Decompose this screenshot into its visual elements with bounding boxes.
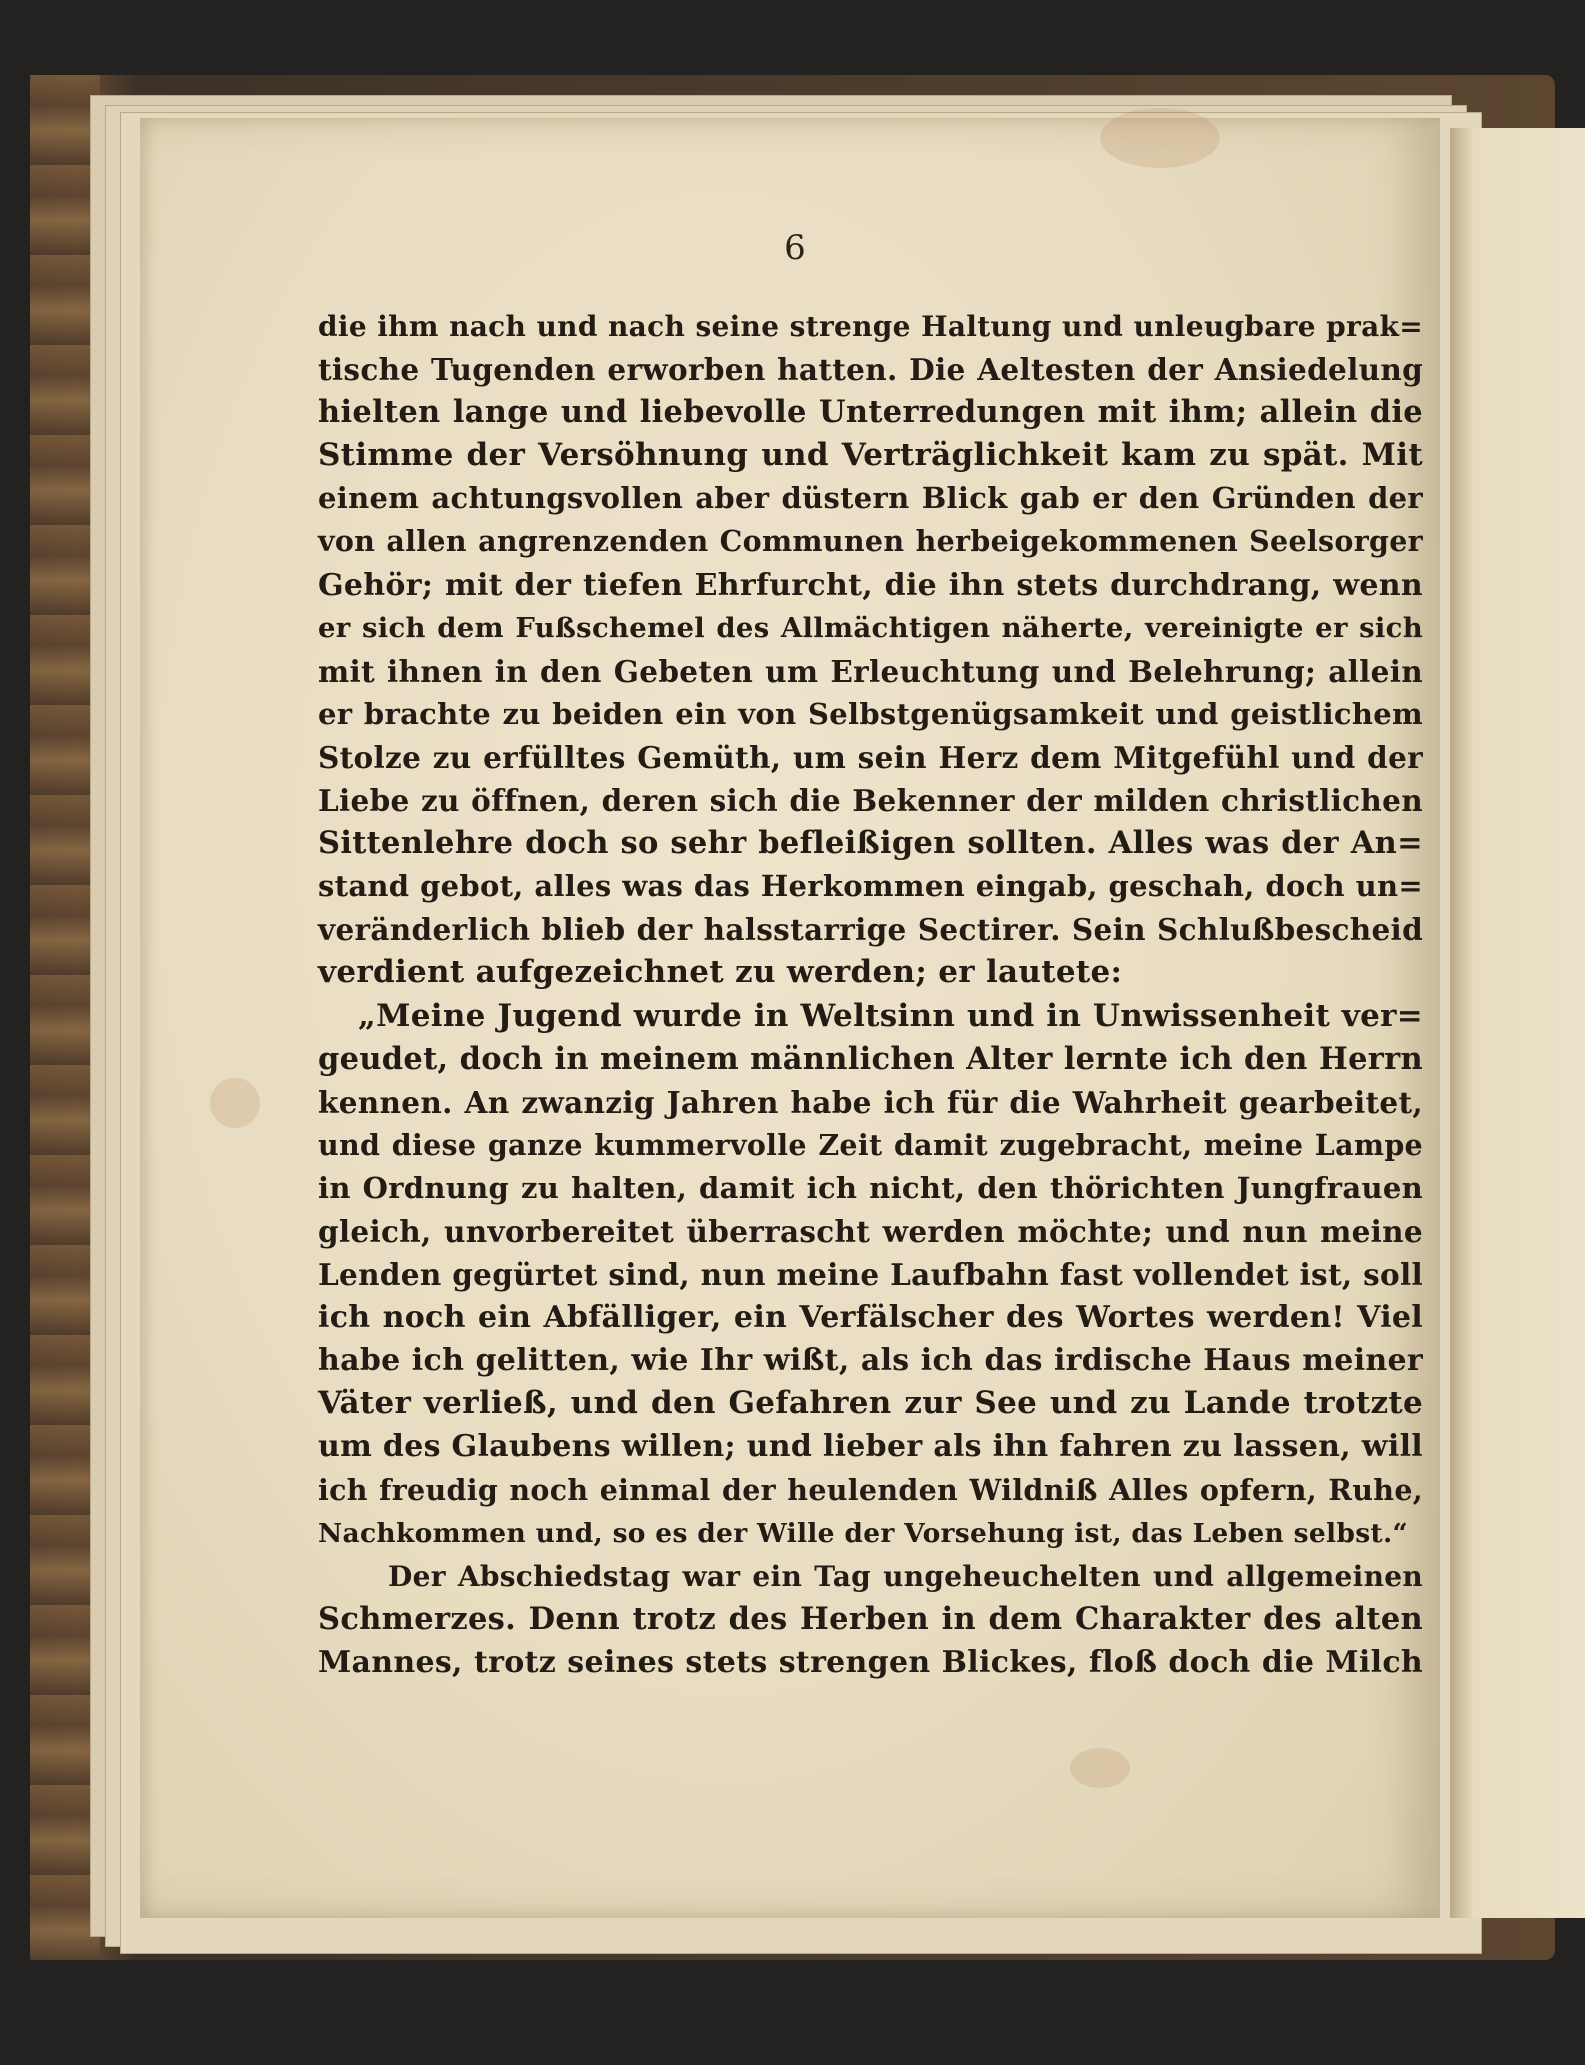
text-line: kennen. An zwanzig Jahren habe ich für die Wahrheit gearbeitet,	[318, 1084, 1423, 1120]
text-line: die ihm nach und nach seine strenge Haltung und unleugbare prak=	[318, 310, 1423, 343]
text-line: einem achtungsvollen aber düstern Blick gab er den Gründen der	[318, 481, 1423, 516]
text-line: Liebe zu öffnen, deren sich die Bekenner der milden christlichen	[318, 783, 1423, 819]
text-line: verdient aufgezeichnet zu werden; er lautete:	[318, 954, 1123, 991]
text-line: Der Abschiedstag war ein Tag ungeheuchelten und allgemeinen	[388, 1559, 1423, 1593]
text-line: mit ihnen in den Gebeten um Erleuchtung und Belehrung; allein	[318, 653, 1423, 689]
text-line: Lenden gegürtet sind, nun meine Laufbahn fast vollendet ist, soll	[318, 1257, 1423, 1293]
page-number: 6	[784, 228, 806, 268]
foxing-stain	[1070, 1748, 1130, 1788]
text-line: Mannes, trotz seines stets strengen Blickes, floß doch die Milch	[318, 1644, 1423, 1680]
foxing-stain	[210, 1078, 260, 1128]
text-line: gleich, unvorbereitet überrascht werden möchte; und nun meine	[318, 1213, 1423, 1249]
text-line: um des Glaubens willen; und lieber als ihn fahren zu lassen, will	[318, 1429, 1423, 1465]
text-line: hielten lange und liebevolle Unterredungen mit ihm; allein die	[318, 394, 1423, 431]
text-line: Stimme der Versöhnung und Verträglichkeit kam zu spät. Mit	[318, 437, 1423, 474]
text-line: stand gebot, alles was das Herkommen eingab, geschah, doch un=	[318, 869, 1423, 904]
text-line: er sich dem Fußschemel des Allmächtigen näherte, vereinigte er sich	[318, 611, 1423, 644]
text-line: Schmerzes. Denn trotz des Herben in dem Charakter des alten	[318, 1600, 1423, 1637]
text-line: von allen angrenzenden Communen herbeigekommenen Seelsorger	[318, 524, 1423, 559]
text-line: Sittenlehre doch so sehr befleißigen sollten. Alles was der An=	[318, 825, 1423, 862]
text-line: Nachkommen und, so es der Wille der Vorsehung ist, das Leben selbst.“	[318, 1517, 1409, 1549]
text-line: habe ich gelitten, wie Ihr wißt, als ich das irdische Haus meiner	[318, 1343, 1423, 1379]
text-line: ich freudig noch einmal der heulenden Wildniß Alles opfern, Ruhe,	[318, 1472, 1423, 1507]
text-line: veränderlich blieb der halsstarrige Sectirer. Sein Schlußbescheid	[318, 912, 1423, 948]
text-line: in Ordnung zu halten, damit ich nicht, den thörichten Jungfrauen	[318, 1170, 1423, 1205]
text-line: Gehör; mit der tiefen Ehrfurcht, die ihn stets durchdrang, wenn	[318, 567, 1423, 603]
text-line: ich noch ein Abfälliger, ein Verfälscher des Wortes werden! Viel	[318, 1300, 1423, 1336]
text-line: Stolze zu erfülltes Gemüth, um sein Herz dem Mitgefühl und der	[318, 739, 1423, 775]
body-text	[318, 305, 1423, 1684]
text-line: geudet, doch in meinem männlichen Alter lernte ich den Herrn	[318, 1040, 1423, 1077]
text-line: er brachte zu beiden ein von Selbstgenügsamkeit und geistlichem	[318, 696, 1423, 731]
book-page	[140, 118, 1440, 1918]
text-line: Väter verließ, und den Gefahren zur See und zu Lande trotzte	[318, 1385, 1423, 1422]
text-line: tische Tugenden erworben hatten. Die Aeltesten der Ansiedelung	[318, 352, 1423, 388]
facing-page-edge	[1450, 128, 1585, 1918]
foxing-stain	[1100, 108, 1220, 168]
text-line: und diese ganze kummervolle Zeit damit zugebracht, meine Lampe	[318, 1127, 1423, 1162]
text-line: „Meine Jugend wurde in Weltsinn und in Unwissenheit ver=	[358, 997, 1423, 1034]
